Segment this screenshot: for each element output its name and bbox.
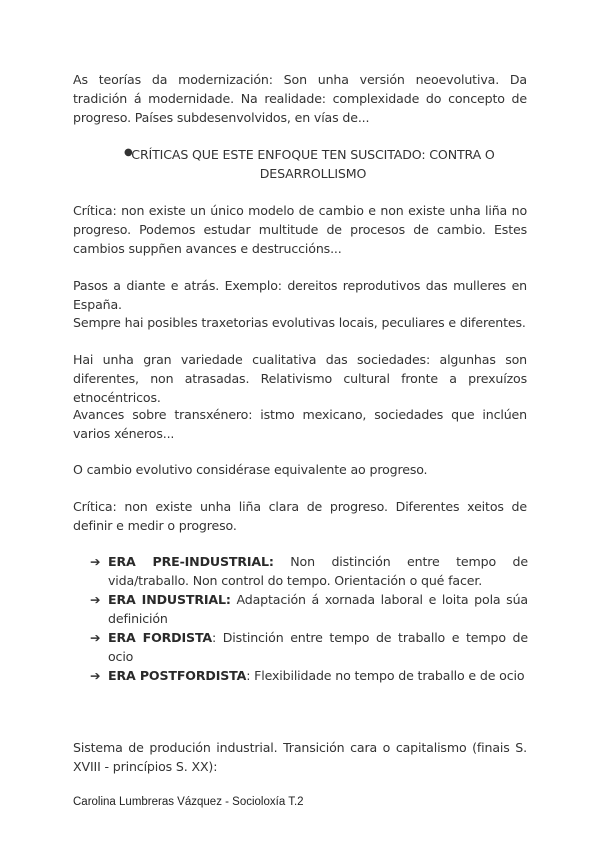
- era-text: Non distinción entre tempo de vida/traballo. Non control do tempo. Orientación o qué facer.: [108, 554, 528, 588]
- arrow-icon: ➔: [90, 592, 101, 607]
- list-item: [90, 628, 528, 666]
- paragraph-critique-2: Crítica: non existe unha liña clara de progreso. Diferentes xeitos de definir e medir o progreso.: [73, 499, 527, 533]
- era-label: ERA PRE-INDUSTRIAL:: [108, 554, 274, 569]
- paragraph-transgender: Avances sobre transxénero: istmo mexicano, sociedades que inclúen varios xéneros...: [73, 407, 527, 441]
- era-text: Adaptación á xornada laboral e loita pola súa definición: [108, 592, 528, 626]
- arrow-icon: ➔: [90, 630, 101, 645]
- section-heading: CRÍTICAS QUE ESTE ENFOQUE TEN SUSCITADO: CONTRA O DESARROLLISMO: [131, 147, 495, 181]
- era-label: ERA POSTFORDISTA: [108, 668, 247, 683]
- era-label: ERA INDUSTRIAL:: [108, 592, 231, 607]
- paragraph-modernization: As teorías da modernización: Son unha versión neoevolutiva. Da tradición á modernidade. Na realidade: complexidade do concepto de progreso. Países subdesenvolvidos, en vías de...: [73, 72, 527, 125]
- paragraph-variety: Hai unha gran variedade cualitativa das sociedades: algunhas son diferentes, non atrasadas. Relativismo cultural fronte a prexuízos etnocéntricos.: [73, 352, 527, 405]
- paragraph-critique-1: Crítica: non existe un único modelo de cambio e non existe unha liña no progreso. Podemos estudar multitude de procesos de cambio. Estes cambios suppñen avances e destruccións...: [73, 203, 527, 256]
- bullet-icon: ●: [124, 147, 133, 158]
- eras-list: [90, 552, 528, 685]
- paragraph-steps: Pasos a diante e atrás. Exemplo: dereitos reprodutivos das mulleres en España.: [73, 278, 527, 312]
- paragraph-industrial-system: Sistema de produción industrial. Transición cara o capitalismo (finais S. XVIII - princípios S. XX):: [73, 740, 527, 774]
- paragraph-trajectories: Sempre hai posibles traxetorias evolutivas locais, peculiares e diferentes.: [73, 315, 526, 330]
- era-text: : Flexibilidade no tempo de traballo e de ocio: [246, 668, 525, 683]
- arrow-icon: ➔: [90, 668, 101, 683]
- list-item: [90, 666, 528, 685]
- paragraph-evolutive-change: O cambio evolutivo considérase equivalente ao progreso.: [73, 462, 428, 477]
- era-label: ERA FORDISTA: [108, 630, 213, 645]
- list-item: [90, 552, 528, 590]
- page-footer: Carolina Lumbreras Vázquez - Socioloxía T.2: [73, 796, 304, 808]
- arrow-icon: ➔: [90, 554, 101, 569]
- era-text: : Distinción entre tempo de traballo e tempo de ocio: [108, 630, 528, 664]
- list-item: [90, 590, 528, 628]
